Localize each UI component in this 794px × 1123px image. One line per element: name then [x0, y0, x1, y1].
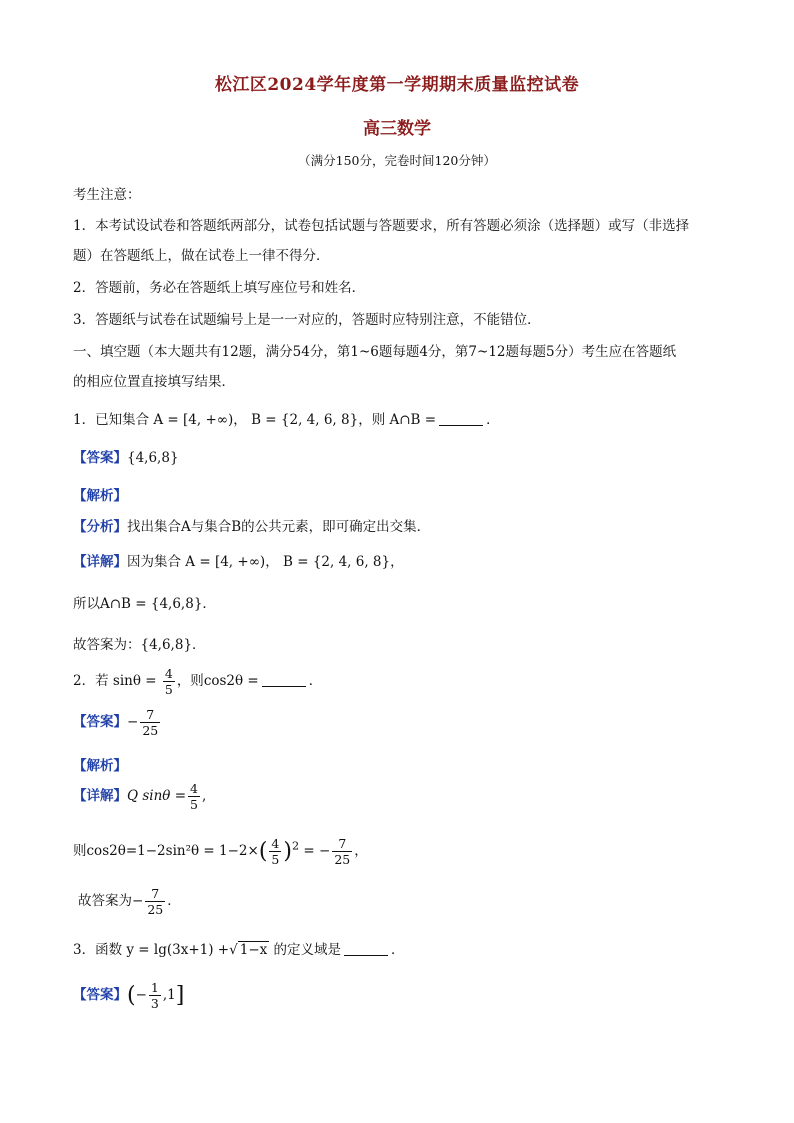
q2-then2: 则	[73, 843, 87, 859]
notice-item-1b: 题）在答题纸上，做在试卷上一律不得分．	[73, 248, 330, 264]
q2-cos: cos2θ =	[203, 673, 259, 689]
q3-answer-fraction	[149, 980, 161, 1011]
q2-ans-num: 7	[140, 707, 160, 723]
q1-detail-set-b: B = {2, 4, 6, 8}	[283, 554, 391, 570]
q2-detail-expr: Q sinθ =	[127, 788, 187, 804]
q2-answer-line: 【答案】− $\frac{7}{25}$	[73, 707, 159, 738]
q1-detail-set-a: A = [4, +∞)	[185, 554, 266, 570]
q1-fenxi: 找出集合A与集合B的公共元素，即可确定出交集．	[127, 519, 431, 535]
answer-label: 【答案】	[73, 987, 127, 1003]
q3-prefix: 3．函数	[73, 942, 123, 958]
q2-final-num: 7	[145, 886, 165, 902]
q2-num: 4	[164, 666, 173, 681]
q1-detail-line: 【详解】因为集合 A = [4, +∞)， B = {2, 4, 6, 8}，	[73, 554, 404, 570]
q2-prefix: 2．若	[73, 673, 109, 689]
q1-expr: A∩B =	[389, 412, 437, 428]
q2-eq-num: 4	[271, 836, 280, 851]
exam-title: 松江区2024学年度第一学期期末质量监控试卷	[214, 75, 580, 95]
q2-ans-den: 25	[142, 723, 159, 738]
exam-subtitle: 高三数学	[363, 119, 431, 139]
question-2: 2．若 sinθ = $\frac{4}{5}$ ，则cos2θ = ．	[73, 666, 323, 697]
q3-ans-den: 3	[150, 996, 159, 1011]
q1-then: ，则	[358, 412, 386, 428]
q2-detail-line: 【详解】Q sinθ = $\frac{4}{5}$ ,	[73, 781, 207, 812]
q2-detail-fraction	[188, 781, 200, 812]
q1-so: 所以	[73, 596, 100, 612]
section-line-2: 的相应位置直接填写结果．	[73, 374, 235, 390]
q1-so-expr: A∩B = {4,6,8}	[100, 596, 203, 612]
q2-eq-res-den: 25	[334, 852, 351, 867]
question-1: 1．已知集合 A = [4, +∞)， B = {2, 4, 6, 8}，则 A∩B = ．	[73, 412, 500, 428]
q1-final: {4,6,8}	[140, 637, 193, 653]
q2-detail-den: 5	[190, 797, 198, 812]
q2-answer-fraction	[140, 707, 160, 738]
section-line-1: 一、填空题（本大题共有12题，满分54分，第1~6题每题4分，第7~12题每题5分）考生应在答题纸	[73, 344, 677, 360]
q3-answer-blank	[344, 955, 388, 956]
q1-final-line: 故答案为：{4,6,8}．	[73, 637, 206, 653]
notice-item-3: 3．答题纸与试卷在试题编号上是一一对应的，答题时应特别注意，不能错位．	[73, 312, 541, 328]
q2-final-line: 故答案为− $\frac{7}{25}$ ．	[78, 886, 181, 917]
q1-set-b: B = {2, 4, 6, 8}	[251, 412, 359, 428]
q2-eq-den: 5	[271, 852, 280, 867]
q2-eq-fraction	[269, 836, 281, 867]
q2-final-prefix: 故答案为	[78, 893, 132, 909]
q3-suffix: 的定义域是	[273, 942, 342, 958]
exam-meta: （满分150分，完卷时间120分钟）	[298, 153, 496, 168]
question-3: 3．函数 y = lg(3x+1) +√ 1−x 的定义域是 ．	[73, 942, 405, 958]
q1-set-a: A = [4, +∞)	[153, 412, 234, 428]
q3-sqrt: 1−x	[239, 942, 268, 958]
q1-so-line: 所以A∩B = {4,6,8}．	[73, 596, 216, 612]
fenxi-label: 【分析】	[73, 519, 127, 535]
q3-func: y = lg(3x+1) +	[126, 942, 230, 958]
q2-detail-num: 4	[190, 781, 198, 796]
q2-eq-res-num: 7	[332, 836, 352, 852]
notice-item-2: 2．答题前，务必在答题纸上填写座位号和姓名．	[73, 280, 366, 296]
answer-label: 【答案】	[73, 450, 127, 466]
q1-final-prefix: 故答案为：	[73, 637, 141, 653]
q2-fraction	[163, 666, 175, 697]
answer-label: 【答案】	[73, 714, 127, 730]
q2-eq-result	[332, 836, 352, 867]
q2-eq-line: 则cos2θ=1−2sin²θ = 1−2×( $\frac{4}{5}$ )$^2$ = − $\frac{7}{25}$ ，	[73, 836, 368, 867]
q2-den: 5	[164, 682, 173, 697]
q2-analysis-label	[73, 754, 127, 774]
q1-fenxi-line	[73, 515, 430, 535]
q1-detail-prefix: 因为集合	[127, 554, 181, 570]
q3-answer-line: 【答案】(− $\frac{1}{3}$ ,1]	[73, 980, 185, 1011]
q2-sin: sinθ =	[112, 673, 157, 689]
detail-label: 【详解】	[73, 788, 127, 804]
q2-eq: cos2θ=1−2sin²θ = 1−2×	[86, 843, 259, 859]
notice-heading: 考生注意：	[73, 187, 141, 203]
notice-item-1a: 1．本考试设试卷和答题纸两部分，试卷包括试题与答题要求，所有答题必须涂（选择题）或写（非选择	[73, 218, 690, 234]
q2-final-den: 25	[147, 902, 164, 917]
analysis-label: 【解析】	[73, 488, 127, 504]
q1-answer: {4,6,8}	[127, 450, 179, 466]
q2-then: ，则	[176, 673, 204, 689]
q1-analysis-label	[73, 484, 127, 504]
detail-label: 【详解】	[73, 554, 127, 570]
q3-ans-right: ,1	[162, 987, 176, 1003]
analysis-label: 【解析】	[73, 758, 127, 774]
q2-final-fraction	[145, 886, 165, 917]
q3-ans-num: 1	[150, 980, 159, 995]
q1-prefix: 1．已知集合	[73, 412, 150, 428]
q1-answer-blank	[439, 425, 483, 426]
q2-answer-blank	[262, 686, 306, 687]
q1-answer-line	[73, 446, 179, 466]
